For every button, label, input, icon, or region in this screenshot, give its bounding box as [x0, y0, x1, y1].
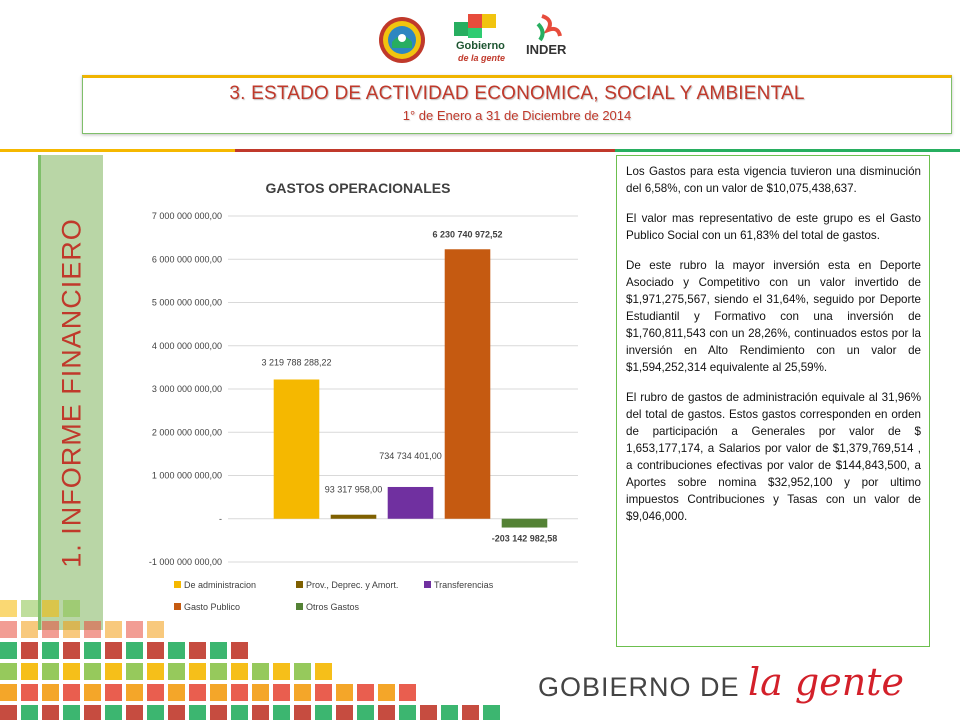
decorative-square [126, 621, 143, 638]
bar [445, 249, 491, 518]
gobierno-logo [446, 12, 516, 68]
legend-swatch [174, 581, 181, 588]
decorative-square [0, 705, 17, 720]
divider-yellow [0, 149, 235, 152]
decorative-square [63, 621, 80, 638]
y-tick-label: 7 000 000 000,00 [151, 211, 222, 221]
decorative-square [231, 705, 248, 720]
paragraph: De este rubro la mayor inversión esta en Deporte Asociado y Competitivo con un valor invertido de $1,971,275,567, siendo el 31,64%, seguido por Deporte Estudiantil y Formativo con una inversión de $1,760,811,543 con un 28,26%, continuados estos por la inversión en Alto Rendimiento con un valor de $1,594,252,314 equivalente al 25,59%. [626, 259, 921, 374]
y-tick-label: 1 000 000 000,00 [151, 470, 222, 481]
decorative-square [189, 705, 206, 720]
footer-brand-script: la gente [748, 660, 904, 704]
decorative-square [483, 705, 500, 720]
side-section-label [38, 155, 103, 630]
decorative-square [42, 600, 59, 617]
inder-logo-text: INDER [526, 42, 567, 57]
bar [331, 515, 377, 519]
decorative-square [84, 621, 101, 638]
decorative-square [147, 642, 164, 659]
decorative-square [42, 705, 59, 720]
decorative-square [105, 663, 122, 680]
decorative-square [105, 684, 122, 701]
decorative-square [21, 684, 38, 701]
data-label: 6 230 740 972,52 [432, 229, 503, 240]
decorative-square [21, 600, 38, 617]
decorative-square [378, 705, 395, 720]
decorative-square [105, 621, 122, 638]
data-label: 3 219 788 288,22 [261, 357, 332, 368]
decorative-square [21, 621, 38, 638]
decorative-square [357, 705, 374, 720]
divider-red [235, 149, 615, 152]
decorative-square [210, 684, 227, 701]
decorative-square [42, 684, 59, 701]
y-tick-label: - [219, 513, 222, 524]
decorative-square [252, 684, 269, 701]
decorative-square [105, 705, 122, 720]
y-tick-label: 6 000 000 000,00 [151, 254, 222, 265]
y-tick-label: 5 000 000 000,00 [151, 297, 222, 308]
decorative-square [126, 705, 143, 720]
decorative-square [273, 684, 290, 701]
decorative-square [315, 705, 332, 720]
legend-label: Otros Gastos [306, 602, 360, 612]
side-section-text: 1. INFORME FINANCIERO [56, 217, 87, 568]
title-banner [82, 75, 952, 134]
decorative-square [273, 705, 290, 720]
decorative-square [168, 642, 185, 659]
inder-logo [524, 12, 574, 68]
decorative-square [0, 642, 17, 659]
chart-area [108, 158, 593, 628]
legend-swatch [296, 581, 303, 588]
decorative-square [231, 663, 248, 680]
analysis-text-panel [616, 155, 930, 647]
decorative-square [0, 663, 17, 680]
divider-green [615, 149, 960, 152]
page-title: 3. ESTADO DE ACTIVIDAD ECONOMICA, SOCIAL Y AMBIENTAL [229, 83, 805, 104]
footer-brand-text: GOBIERNO DE [538, 672, 740, 702]
data-label: 93 317 958,00 [324, 484, 383, 495]
legend-swatch [424, 581, 431, 588]
decorative-square [378, 684, 395, 701]
decorative-square [21, 663, 38, 680]
decorative-square [126, 684, 143, 701]
shield-logo [378, 16, 426, 64]
decorative-square [84, 663, 101, 680]
decorative-square [315, 663, 332, 680]
decorative-square [294, 684, 311, 701]
bar [388, 487, 434, 519]
decorative-square [441, 705, 458, 720]
decorative-square [42, 642, 59, 659]
legend-label: Prov., Deprec. y Amort. [306, 580, 399, 590]
decorative-square [294, 663, 311, 680]
decorative-square [420, 705, 437, 720]
decorative-square [42, 663, 59, 680]
decorative-square [147, 621, 164, 638]
decorative-square [231, 684, 248, 701]
data-label: -203 142 982,58 [491, 533, 558, 544]
decorative-square [336, 684, 353, 701]
page-subtitle: 1° de Enero a 31 de Diciembre de 2014 [402, 108, 632, 123]
decorative-square [189, 684, 206, 701]
decorative-square [0, 684, 17, 701]
decorative-square [147, 705, 164, 720]
decorative-square [462, 705, 479, 720]
bar-chart [108, 158, 593, 628]
decorative-square [105, 642, 122, 659]
y-tick-label: 2 000 000 000,00 [151, 427, 222, 438]
decorative-square [42, 621, 59, 638]
bar [274, 379, 320, 518]
y-tick-label: -1 000 000 000,00 [148, 557, 222, 567]
decorative-square [168, 663, 185, 680]
decorative-square [189, 663, 206, 680]
decorative-square [63, 642, 80, 659]
decorative-square [168, 684, 185, 701]
decorative-square [63, 600, 80, 617]
legend-label: Transferencias [434, 580, 494, 590]
decorative-square [210, 642, 227, 659]
decorative-square [0, 600, 17, 617]
decorative-square [399, 684, 416, 701]
paragraph: Los Gastos para esta vigencia tuvieron una disminución del 6,58%, con un valor de $10,075,438,637. [626, 165, 921, 195]
y-tick-label: 4 000 000 000,00 [151, 340, 222, 351]
decorative-square [63, 705, 80, 720]
gobierno-logo-subtext: de la gente [458, 53, 506, 63]
decorative-square [21, 642, 38, 659]
decorative-square [210, 705, 227, 720]
decorative-squares [0, 600, 520, 720]
legend-label: Gasto Publico [184, 602, 241, 612]
decorative-square [294, 705, 311, 720]
decorative-square [147, 663, 164, 680]
decorative-square [126, 663, 143, 680]
paragraph: El rubro de gastos de administración equivale al 31,96% del total de gastos. Estos gastos corresponden en orden de participación a Generales por valor de $ 1,653,177,174, a Salarios por valor de $1,379,769,514 , a contribuciones efectivas por valor de $144,843,500, a Aportes sobre nomina $32,952,100 y por ultimo impuestos Contribuciones y Tasas con un valor de $9,046,000. [626, 391, 921, 523]
decorative-square [84, 642, 101, 659]
chart-title: GASTOS OPERACIONALES [265, 180, 451, 196]
decorative-square [336, 705, 353, 720]
decorative-square [21, 705, 38, 720]
decorative-square [63, 684, 80, 701]
decorative-square [84, 684, 101, 701]
decorative-square [147, 684, 164, 701]
legend-label: De administracion [184, 580, 257, 590]
paragraph: El valor mas representativo de este grupo es el Gasto Publico Social con un 61,83% del total de gastos. [626, 212, 921, 242]
decorative-square [84, 705, 101, 720]
bar [502, 519, 548, 528]
decorative-square [0, 621, 17, 638]
decorative-square [273, 663, 290, 680]
decorative-square [168, 705, 185, 720]
decorative-square [399, 705, 416, 720]
decorative-square [63, 663, 80, 680]
decorative-square [210, 663, 227, 680]
gobierno-logo-text: Gobierno [456, 40, 505, 52]
decorative-square [252, 705, 269, 720]
data-label: 734 734 401,00 [379, 450, 442, 461]
decorative-square [357, 684, 374, 701]
decorative-square [189, 642, 206, 659]
decorative-square [126, 642, 143, 659]
y-tick-label: 3 000 000 000,00 [151, 384, 222, 394]
decorative-square [315, 684, 332, 701]
decorative-square [252, 663, 269, 680]
decorative-square [231, 642, 248, 659]
